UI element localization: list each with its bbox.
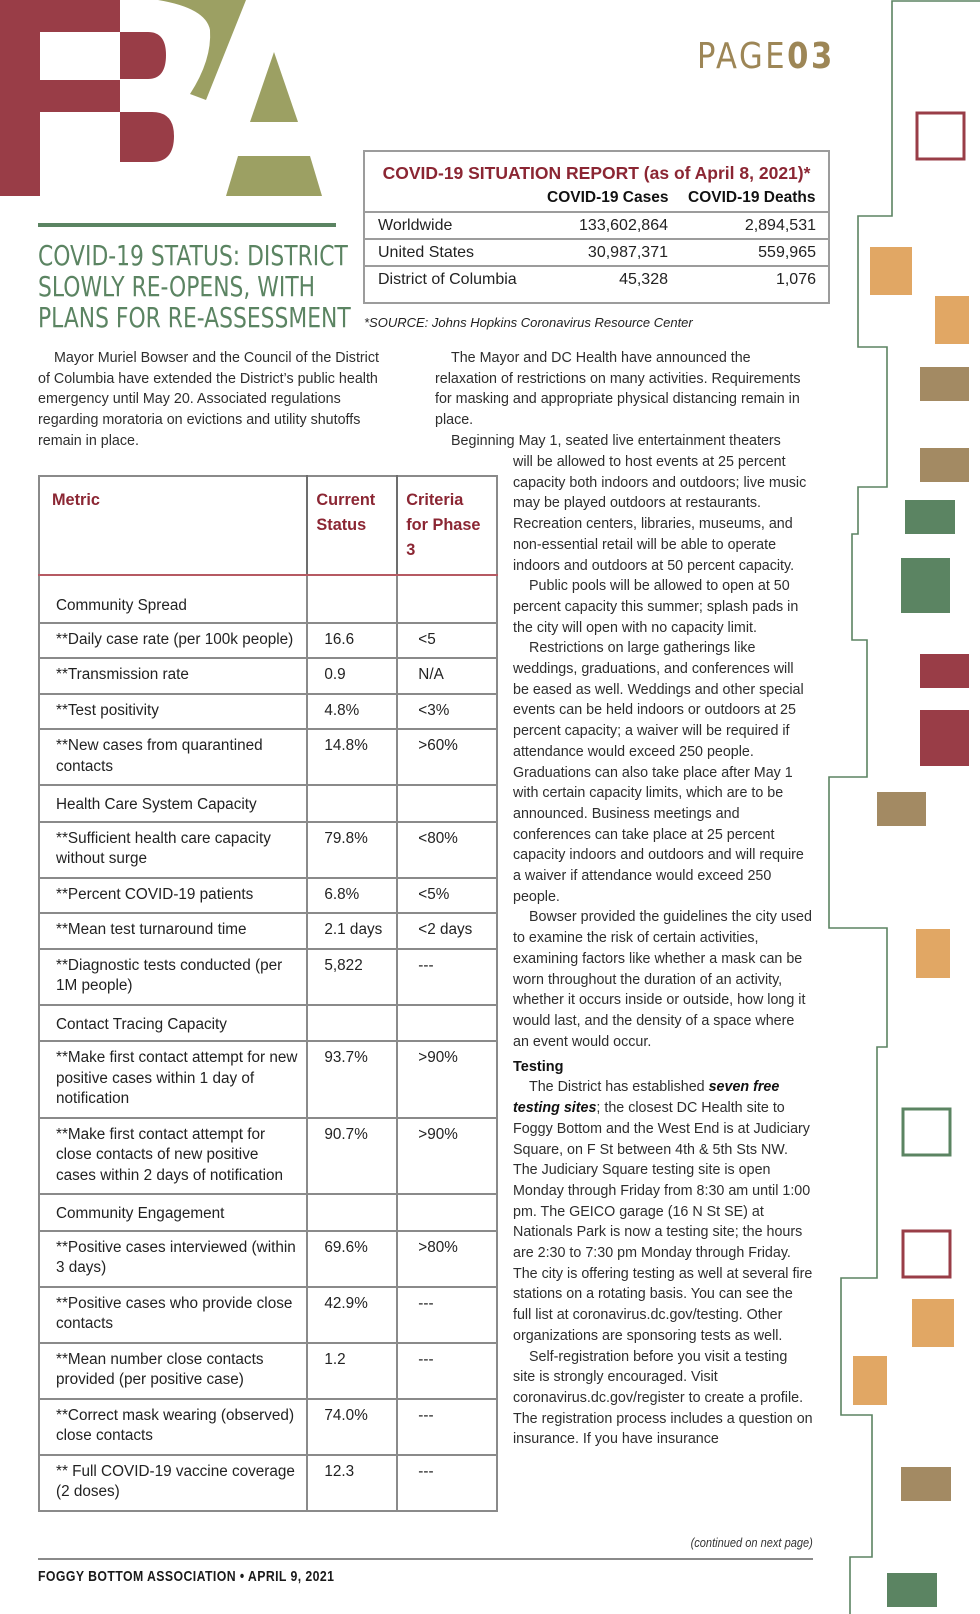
logo-letter-b-upper (120, 32, 166, 79)
headline-rule (38, 223, 336, 227)
criteria-cell (397, 1194, 497, 1231)
metric-cell: **Positive cases interviewed (within 3 days) (39, 1231, 307, 1287)
metric-cell: Community Engagement (39, 1194, 307, 1231)
status-cell: 12.3 (307, 1455, 397, 1511)
criteria-cell: N/A (397, 658, 497, 694)
cases-value: 45,328 (619, 271, 668, 288)
metric-cell: Health Care System Capacity (39, 785, 307, 822)
status-cell: 74.0% (307, 1399, 397, 1455)
table-header-row (39, 476, 497, 575)
paragraph: Beginning May 1, seated live entertainment theaters (451, 432, 781, 449)
criteria-cell: --- (397, 1399, 497, 1455)
criteria-cell: <3% (397, 694, 497, 730)
deco-block-tan (901, 1467, 951, 1501)
header-current-status: Current Status (307, 476, 397, 575)
situation-report-row (365, 265, 828, 293)
criteria-cell: --- (397, 1455, 497, 1511)
status-cell (307, 785, 397, 822)
table-row (39, 949, 497, 1005)
table-row (39, 1041, 497, 1118)
text-run: The District has established (529, 1079, 709, 1096)
metric-cell: **Correct mask wearing (observed) close contacts (39, 1399, 307, 1455)
criteria-cell (397, 575, 497, 623)
logo-letter-f (0, 0, 120, 196)
situation-report-box (363, 150, 830, 304)
intro-left-column (38, 348, 393, 452)
column-header-cases: COVID-19 Cases (547, 189, 669, 206)
table-row (39, 822, 497, 878)
deco-square-outline-green (903, 1109, 950, 1155)
metric-cell: **Make first contact attempt for close contacts of new positive cases within 2 days of notification (39, 1118, 307, 1195)
deco-block-orange (912, 1299, 954, 1347)
paragraph: The Mayor and DC Health have announced the relaxation of restrictions on many activities. Requirements for masking and appropriate physical distancing remain in place. (435, 350, 801, 429)
criteria-cell: --- (397, 1287, 497, 1343)
metric-cell: **Daily case rate (per 100k people) (39, 623, 307, 659)
metric-cell: **Sufficient health care capacity without surge (39, 822, 307, 878)
deco-square-outline-maroon (903, 1231, 950, 1277)
criteria-cell: >60% (397, 729, 497, 785)
fba-logo (0, 0, 330, 196)
criteria-cell: --- (397, 1343, 497, 1399)
situation-report-row (365, 211, 828, 239)
metric-cell: Contact Tracing Capacity (39, 1005, 307, 1042)
headline-line: PLANS FOR RE-ASSESSMENT (38, 301, 351, 334)
paragraph: Self-registration before you visit a testing site is strongly encouraged. Visit coronavirus.dc.gov/register to create a profile. The registration process includes a question on insurance. If you have insurance (513, 1348, 813, 1448)
status-cell (307, 1194, 397, 1231)
table-row (39, 658, 497, 694)
status-cell: 2.1 days (307, 913, 397, 949)
situation-report-title: COVID-19 SITUATION REPORT (as of April 8, 2021)* (382, 163, 811, 183)
status-cell: 6.8% (307, 878, 397, 914)
status-cell: 0.9 (307, 658, 397, 694)
metric-cell: **Mean number close contacts provided (per positive case) (39, 1343, 307, 1399)
deco-block-maroon (920, 654, 969, 688)
status-cell: 93.7% (307, 1041, 397, 1118)
deaths-value: 2,894,531 (744, 217, 816, 234)
deco-block-orange (870, 247, 912, 295)
logo-letter-a-top (250, 52, 298, 122)
criteria-cell: >90% (397, 1118, 497, 1195)
metric-cell: **New cases from quarantined contacts (39, 729, 307, 785)
deco-block-green (887, 1573, 937, 1607)
metric-cell: **Make first contact attempt for new positive cases within 1 day of notification (39, 1041, 307, 1118)
paragraph: will be allowed to host events at 25 percent capacity both indoors and outdoors; live music may be played outdoors at restaurants. Recreation centers, libraries, museums, and non-essential retail will be able to operate indoors and outdoors at 50 percent capacity. (513, 454, 807, 574)
status-cell: 14.8% (307, 729, 397, 785)
cases-value: 133,602,864 (579, 217, 668, 234)
status-cell: 42.9% (307, 1287, 397, 1343)
metric-cell: **Test positivity (39, 694, 307, 730)
table-row (39, 1399, 497, 1455)
section-heading-testing: Testing (513, 1059, 564, 1076)
page-number-value: 03 (787, 36, 835, 77)
row-label: District of Columbia (378, 271, 517, 288)
deco-block-orange (916, 929, 950, 978)
table-row (39, 878, 497, 914)
row-label: Worldwide (378, 217, 453, 234)
table-row (39, 913, 497, 949)
paragraph (513, 1077, 813, 1346)
table-row (39, 1455, 497, 1511)
table-row (39, 623, 497, 659)
logo-letter-b-lower (120, 112, 174, 162)
footer-rule (38, 1558, 813, 1560)
criteria-cell: <5 (397, 623, 497, 659)
status-cell (307, 575, 397, 623)
continued-note: (continued on next page) (690, 1535, 813, 1550)
row-label: United States (378, 244, 475, 261)
situation-report-row (365, 238, 828, 266)
metric-cell: Community Spread (39, 575, 307, 623)
status-cell: 69.6% (307, 1231, 397, 1287)
table-row (39, 694, 497, 730)
intro-right-column (435, 348, 815, 452)
metric-cell: **Transmission rate (39, 658, 307, 694)
emphasis-text: seven free testing sites (513, 1079, 780, 1117)
column-header-deaths: COVID-19 Deaths (688, 189, 816, 206)
metric-cell: **Diagnostic tests conducted (per 1M people) (39, 949, 307, 1005)
criteria-cell: <2 days (397, 913, 497, 949)
table-row (39, 1231, 497, 1287)
header-criteria: Criteria for Phase 3 (397, 476, 497, 575)
paragraph: Mayor Muriel Bowser and the Council of the District of Columbia have extended the District’s public health emergency until May 20. Associated regulations regarding moratoria on evictions and utility shutoffs remain in place. (38, 350, 379, 449)
paragraph: Bowser provided the guidelines the city used to examine the risk of certain activities, examining factors like whether a mask can be worn throughout the duration of an activity, whether it occurs inside or outside, how long it would last, and the density of a space where an event would occur. (513, 909, 812, 1050)
situation-report-source: *SOURCE: Johns Hopkins Coronavirus Resource Center (364, 315, 693, 330)
criteria-cell: <5% (397, 878, 497, 914)
table-row (39, 1343, 497, 1399)
phase3-metrics-table (38, 475, 498, 1512)
status-cell: 4.8% (307, 694, 397, 730)
text-run: ; the closest DC Health site to Foggy Bottom and the West End is at Judiciary Square, on F St between 4th & 5th Sts NW. The Judiciary Square testing site is open Monday through Friday from 8:30 am until 1:00 pm. The GEICO garage (16 N St SE) at Nationals Park is now a testing site; the hours are 2:30 to 7:30 pm Monday through Friday. The city is offering testing as well at several fire stations on a rotating basis. You can see the full list at coronavirus.dc.gov/testing. Other organizations are sponsoring tests as well. (513, 1100, 813, 1344)
paragraph: Restrictions on large gatherings like weddings, graduations, and conferences will be eased as well. Weddings and other special events can be held indoors or outdoors at 25 percent capacity; a waiver will be required if attendance would exceed 250 people. Graduations can also take place after May 1 with certain capacity limits, which are to be announced. Business meetings and conferences can take place at 25 percent capacity indoors and outdoors and will require a waiver if attendance would exceed 250 people. (513, 640, 804, 905)
table-section-row (39, 1005, 497, 1042)
table-body (39, 575, 497, 1511)
logo-swoosh (158, 0, 246, 100)
deco-block-orange (935, 296, 969, 344)
status-cell: 16.6 (307, 623, 397, 659)
metric-cell: **Positive cases who provide close contacts (39, 1287, 307, 1343)
criteria-cell: <80% (397, 822, 497, 878)
paragraph: Public pools will be allowed to open at 50 percent capacity this summer; splash pads in the city will open with no capacity limit. (513, 578, 799, 636)
deco-block-maroon (920, 710, 969, 766)
status-cell (307, 1005, 397, 1042)
status-cell: 79.8% (307, 822, 397, 878)
criteria-cell (397, 1005, 497, 1042)
logo-letter-a-base (226, 156, 322, 196)
deco-block-green (901, 558, 950, 613)
table-row (39, 1287, 497, 1343)
criteria-cell: >80% (397, 1231, 497, 1287)
headline-line: COVID-19 STATUS: DISTRICT (38, 239, 348, 272)
headline-line: SLOWLY RE-OPENS, WITH (38, 270, 316, 303)
deco-block-orange (853, 1356, 887, 1405)
deaths-value: 1,076 (775, 271, 816, 288)
criteria-cell (397, 785, 497, 822)
table-section-row (39, 575, 497, 623)
deco-block-tan (920, 448, 969, 482)
table-row (39, 1118, 497, 1195)
deco-block-tan (920, 367, 969, 401)
status-cell: 90.7% (307, 1118, 397, 1195)
table-row (39, 729, 497, 785)
deaths-value: 559,965 (758, 244, 816, 261)
article-headline (38, 239, 351, 334)
criteria-cell: --- (397, 949, 497, 1005)
page-number-prefix: PAGE (697, 36, 788, 77)
deco-block-green (905, 500, 955, 534)
status-cell: 5,822 (307, 949, 397, 1005)
metric-cell: **Percent COVID-19 patients (39, 878, 307, 914)
criteria-cell: >90% (397, 1041, 497, 1118)
header-metric: Metric (39, 476, 307, 575)
right-column (513, 452, 813, 1450)
status-cell: 1.2 (307, 1343, 397, 1399)
metric-cell: ** Full COVID-19 vaccine coverage (2 doses) (39, 1455, 307, 1511)
footer-text: FOGGY BOTTOM ASSOCIATION • APRIL 9, 2021 (38, 1568, 335, 1585)
cases-value: 30,987,371 (587, 244, 668, 261)
deco-block-tan (877, 792, 926, 826)
deco-square-outline-maroon (917, 113, 964, 159)
table-section-row (39, 785, 497, 822)
table-section-row (39, 1194, 497, 1231)
metric-cell: **Mean test turnaround time (39, 913, 307, 949)
